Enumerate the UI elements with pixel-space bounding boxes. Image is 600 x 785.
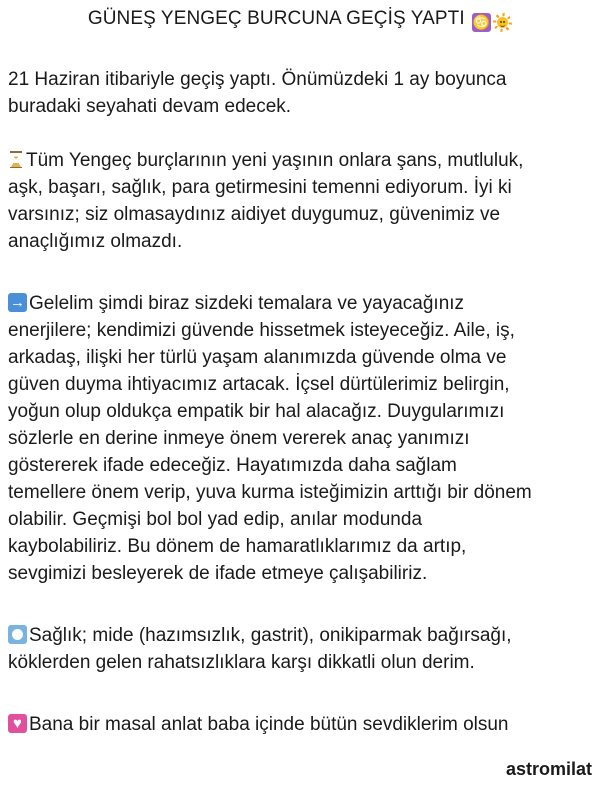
text-line: buradaki seyahati devam edecek. (8, 96, 292, 117)
paragraph-health (8, 622, 592, 676)
text-line: aşk, başarı, sağlık, para getirmesini temenni ediyorum. İyi ki (8, 177, 512, 198)
heart-icon (8, 714, 27, 733)
text-line: köklerden gelen rahatsızlıklara karşı dikkatli olun derim. (8, 652, 475, 673)
text-line: varsınız; siz olmasaydınız aidiyet duygumuz, güvenimiz ve (8, 204, 501, 225)
cancer-zodiac-icon: ♋ (472, 14, 491, 30)
text-line (8, 290, 592, 317)
text-line: arkadaş, ilişki her türlü yaşam alanımızda güvende olma ve (8, 347, 507, 368)
text-line: olabilir. Geçmişi bol bol yad edip, anılar modunda (8, 509, 423, 530)
text-line: sözlerle en derine inmeye önem vererek anaç yanımızı (8, 428, 470, 449)
sun-face-icon (493, 13, 512, 32)
text-line-content: Gelelim şimdi biraz sizdeki temalara ve yayacağınız (29, 293, 465, 314)
text-line-content: Tüm Yengeç burçlarının yeni yaşının onlara şans, mutluluk, (26, 150, 524, 171)
text-line: sevgimizi besleyerek de ifade etmeye çalışabiliriz. (8, 563, 428, 584)
paragraph-song-quote (8, 711, 592, 738)
text-line-content: Sağlık; mide (hazımsızlık, gastrit), onikiparmak bağırsağı, (29, 625, 512, 646)
text-line: göstererek ifade edeceğiz. Hayatımızda daha sağlam (8, 455, 457, 476)
text-line-content: Bana bir masal anlat baba içinde bütün sevdiklerim olsun (29, 714, 509, 735)
author-signature: astromilat (505, 759, 592, 779)
paragraph-themes (8, 290, 592, 587)
right-arrow-icon (8, 293, 27, 312)
post-title-text: GÜNEŞ YENGEÇ BURCUNA GEÇİŞ YAPTI (87, 8, 465, 29)
text-line: yoğun olup oldukça empatik bir hal alacağız. Duygularımızı (8, 401, 505, 422)
text-line: enerjilere; kendimizi güvende hissetmek isteyeceğiz. Aile, iş, (8, 320, 515, 341)
text-line (8, 622, 592, 649)
text-line: 21 Haziran itibariyle geçiş yaptı. Önümüzdeki 1 ay boyunca (8, 69, 507, 90)
paragraph-transit-date (8, 66, 592, 120)
text-line (8, 147, 592, 174)
text-line (8, 711, 592, 738)
post-title (0, 6, 600, 32)
text-line: güven duyma ihtiyacımız artacak. İçsel dürtülerimiz belirgin, (8, 374, 510, 395)
title-icons (472, 13, 512, 32)
text-line: temellere önem verip, yuva kurma isteğimizin arttığı bir dönem (8, 482, 532, 503)
hourglass-icon (8, 150, 24, 169)
white-circle-icon (8, 625, 27, 644)
text-line: anaçlığımız olmazdı. (8, 231, 183, 252)
paragraph-birthday-wishes (8, 147, 592, 255)
text-line: kaybolabiliriz. Bu dönem de hamaratlıklarımız da artıp, (8, 536, 467, 557)
